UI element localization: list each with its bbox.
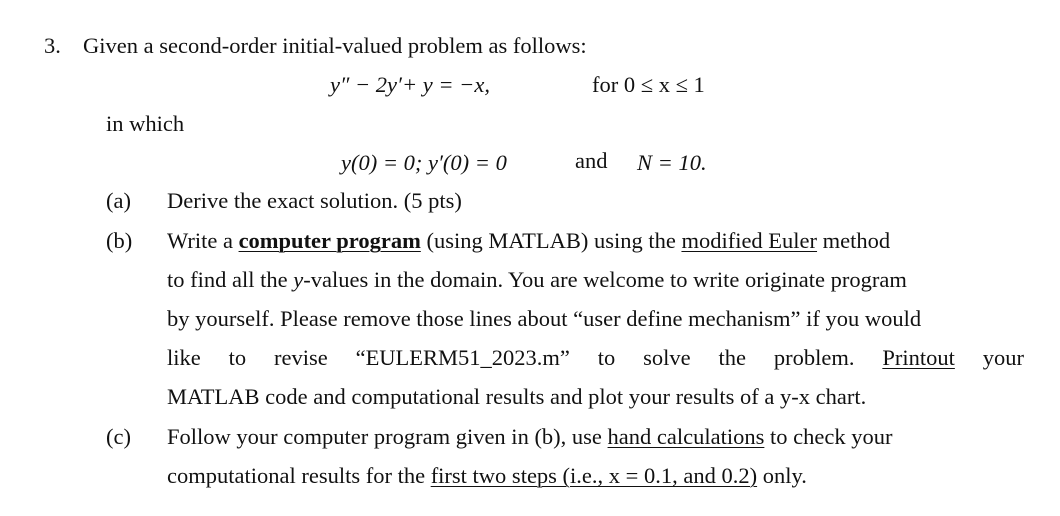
part-b-line-1-text-3: (using MATLAB) using the [420,228,682,253]
modified-euler-emphasis: modified Euler [681,228,818,253]
part-b-line-1 [167,230,1024,253]
word: problem. [773,345,855,370]
printout-emphasis: Printout [882,345,955,370]
word: the [718,345,747,370]
part-b-line-2-text-1: to find all the [167,267,294,292]
equation-lhs: y″ − 2y′+ y = −x, [330,72,490,97]
conditions-and: and [575,148,608,173]
part-b-line-4 [167,347,1024,370]
part-c-line-2 [167,465,807,488]
word: to [228,345,247,370]
word: solve [643,345,691,370]
part-c-line-2-text-1: computational results for the [167,463,431,488]
problem-number: 3. [44,33,61,58]
part-b-line-1-text-5: method [817,228,891,253]
part-b-line-1-text-1: Write a [167,228,239,253]
hand-calculations-emphasis: hand calculations [607,424,765,449]
y-variable: y [293,267,304,292]
word: your [982,345,1024,370]
part-c-line-1-text-1: Follow your computer program given in (b), use [167,424,608,449]
equation-domain: for 0 ≤ x ≤ 1 [592,72,705,97]
part-c-line-1 [167,426,892,449]
part-c-line-2-text-3: only. [757,463,807,488]
first-two-steps-emphasis: first two steps (i.e., x = 0.1, and 0.2) [430,463,758,488]
word: like [167,345,201,370]
step-count: N = 10. [637,150,707,175]
part-c-label: (c) [106,424,131,449]
initial-conditions: y(0) = 0; y′(0) = 0 [341,150,507,175]
part-a-text: Derive the exact solution. (5 pts) [167,188,462,213]
problem-intro: Given a second-order initial-valued problem as follows: [83,33,587,58]
in-which-label: in which [106,111,185,136]
part-b-line-2 [167,269,907,292]
part-b-label: (b) [106,228,133,253]
part-a-label: (a) [106,188,131,213]
part-b-line-5: MATLAB code and computational results and plot your results of a y-x chart. [167,384,867,409]
filename: “EULERM51_2023.m” [355,345,570,370]
part-c-line-1-text-3: to check your [764,424,893,449]
computer-program-emphasis: computer program [238,228,421,253]
word: revise [273,345,328,370]
word: to [597,345,616,370]
part-b-line-2-text-3: -values in the domain. You are welcome to write originate program [303,267,907,292]
part-b-line-3: by yourself. Please remove those lines about “user define mechanism” if you would [167,306,922,331]
